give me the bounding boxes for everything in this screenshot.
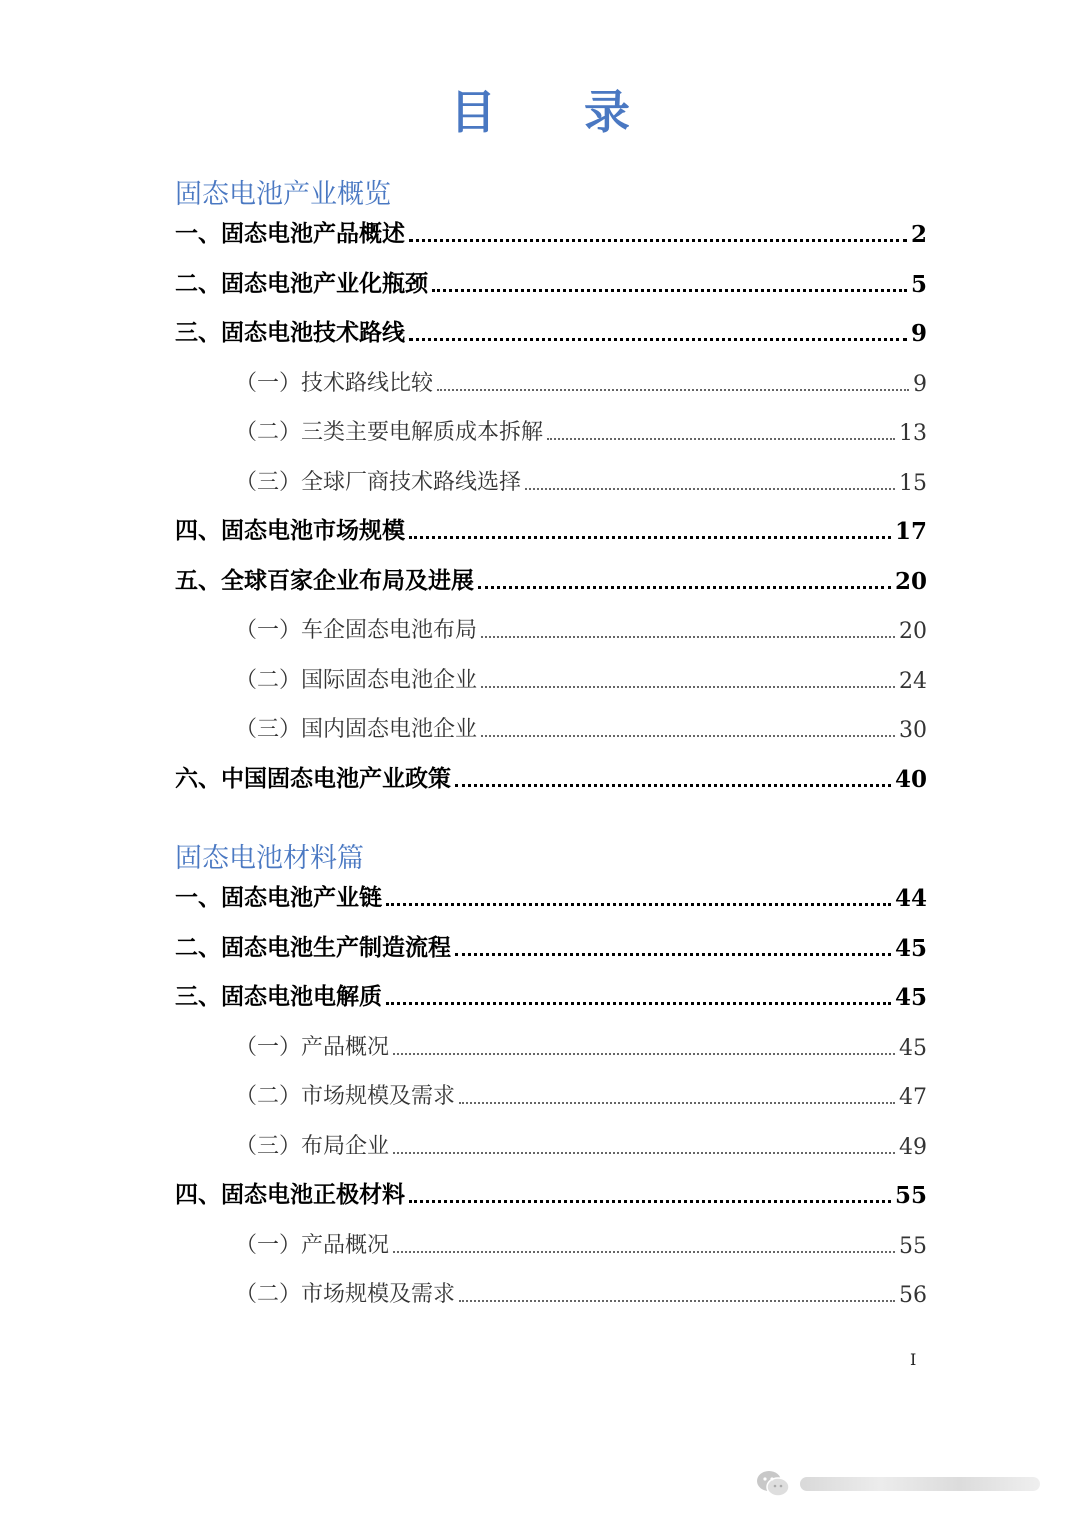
section-heading: 固态电池材料篇 [175, 843, 364, 874]
watermark-blurred-text [800, 1477, 1040, 1491]
toc-page-number: 49 [899, 1135, 927, 1160]
toc-page-number: 17 [894, 518, 927, 545]
toc-entry-label: 五、全球百家企业布局及进展 [175, 567, 474, 594]
toc-entry-label: （二）三类主要电解质成本拆解 [235, 420, 544, 445]
toc-entry-label: 四、固态电池正极材料 [175, 1181, 405, 1208]
toc-page-number: 55 [899, 1234, 927, 1259]
toc-page-number: 24 [899, 669, 927, 694]
wechat-icon [756, 1469, 790, 1499]
toc-chapter-entry[interactable] [175, 1179, 927, 1209]
toc-leader-dots [432, 289, 907, 292]
toc-leader-dots [409, 1200, 891, 1203]
toc-leader-dots [481, 686, 895, 688]
toc-entry-label: 四、固态电池市场规模 [175, 517, 405, 544]
toc-entry-label: （三）布局企业 [235, 1134, 390, 1159]
toc-leader-dots [478, 586, 891, 589]
toc-subsection-entry[interactable] [235, 713, 927, 743]
toc-leader-dots [481, 636, 895, 638]
toc-leader-dots [459, 1102, 895, 1104]
section-heading: 固态电池产业概览 [175, 179, 391, 210]
toc-page-number: 15 [899, 471, 927, 496]
toc-leader-dots [547, 438, 895, 440]
toc-entry-label: （一）产品概况 [235, 1035, 390, 1060]
toc-page-number: 20 [899, 619, 927, 644]
toc-leader-dots [393, 1053, 895, 1055]
page-number: I [910, 1350, 917, 1369]
toc-page-number: 45 [899, 1036, 927, 1061]
toc-leader-dots [525, 488, 895, 490]
toc-entry-label: （二）市场规模及需求 [235, 1084, 456, 1109]
toc-leader-dots [393, 1152, 895, 1154]
toc-chapter-entry[interactable] [175, 515, 927, 545]
toc-subsection-entry[interactable] [235, 1080, 927, 1110]
toc-leader-dots [437, 389, 909, 391]
toc-page-number: 2 [910, 221, 927, 248]
toc-page-number: 56 [899, 1283, 927, 1308]
toc-subsection-entry[interactable] [235, 664, 927, 694]
toc-chapter-entry[interactable] [175, 882, 927, 912]
toc-entry-label: 六、中国固态电池产业政策 [175, 765, 451, 792]
toc-subsection-entry[interactable] [235, 466, 927, 496]
toc-chapter-entry[interactable] [175, 981, 927, 1011]
toc-entry-label: 二、固态电池产业化瓶颈 [175, 270, 428, 297]
toc-chapter-entry[interactable] [175, 763, 927, 793]
toc-leader-dots [409, 239, 907, 242]
toc-page-number: 55 [894, 1182, 927, 1209]
toc-page-number: 40 [894, 766, 927, 793]
toc-entry-label: 二、固态电池生产制造流程 [175, 934, 451, 961]
toc-page-number: 5 [910, 271, 927, 298]
toc-leader-dots [459, 1300, 895, 1302]
toc-leader-dots [455, 784, 891, 787]
toc-entry-label: （二）市场规模及需求 [235, 1282, 456, 1307]
toc-entry-label: 一、固态电池产业链 [175, 884, 382, 911]
toc-leader-dots [455, 953, 891, 956]
toc-leader-dots [386, 1002, 891, 1005]
toc-page-number: 9 [913, 372, 927, 397]
toc-page-number: 20 [894, 568, 927, 595]
toc-subsection-entry[interactable] [235, 1130, 927, 1160]
toc-entry-label: （一）产品概况 [235, 1233, 390, 1258]
toc-chapter-entry[interactable] [175, 218, 927, 248]
toc-subsection-entry[interactable] [235, 1229, 927, 1259]
toc-entry-label: 三、固态电池电解质 [175, 983, 382, 1010]
toc-chapter-entry[interactable] [175, 932, 927, 962]
toc-page-number: 30 [899, 718, 927, 743]
toc-subsection-entry[interactable] [235, 416, 927, 446]
toc-leader-dots [386, 903, 891, 906]
toc-page-number: 44 [894, 885, 927, 912]
toc-subsection-entry[interactable] [235, 1278, 927, 1308]
toc-entry-label: 一、固态电池产品概述 [175, 220, 405, 247]
toc-subsection-entry[interactable] [235, 367, 927, 397]
toc-page-number: 13 [899, 421, 927, 446]
toc-leader-dots [409, 536, 891, 539]
toc-page-number: 9 [910, 320, 927, 347]
toc-entry-label: 三、固态电池技术路线 [175, 319, 405, 346]
toc-entry-label: （三）国内固态电池企业 [235, 717, 478, 742]
toc-chapter-entry[interactable] [175, 268, 927, 298]
watermark [756, 1464, 1046, 1504]
toc-page-number: 47 [899, 1085, 927, 1110]
toc-page-number: 45 [894, 935, 927, 962]
toc-chapter-entry[interactable] [175, 565, 927, 595]
toc-subsection-entry[interactable] [235, 614, 927, 644]
toc-entry-label: （三）全球厂商技术路线选择 [235, 470, 522, 495]
page-title: 目 录 [449, 85, 666, 139]
toc-chapter-entry[interactable] [175, 317, 927, 347]
toc-subsection-entry[interactable] [235, 1031, 927, 1061]
toc-leader-dots [481, 735, 895, 737]
toc-entry-label: （一）车企固态电池布局 [235, 618, 478, 643]
toc-entry-label: （二）国际固态电池企业 [235, 668, 478, 693]
toc-leader-dots [393, 1251, 895, 1253]
toc-leader-dots [409, 338, 907, 341]
toc-page-number: 45 [894, 984, 927, 1011]
toc-entry-label: （一）技术路线比较 [235, 371, 434, 396]
